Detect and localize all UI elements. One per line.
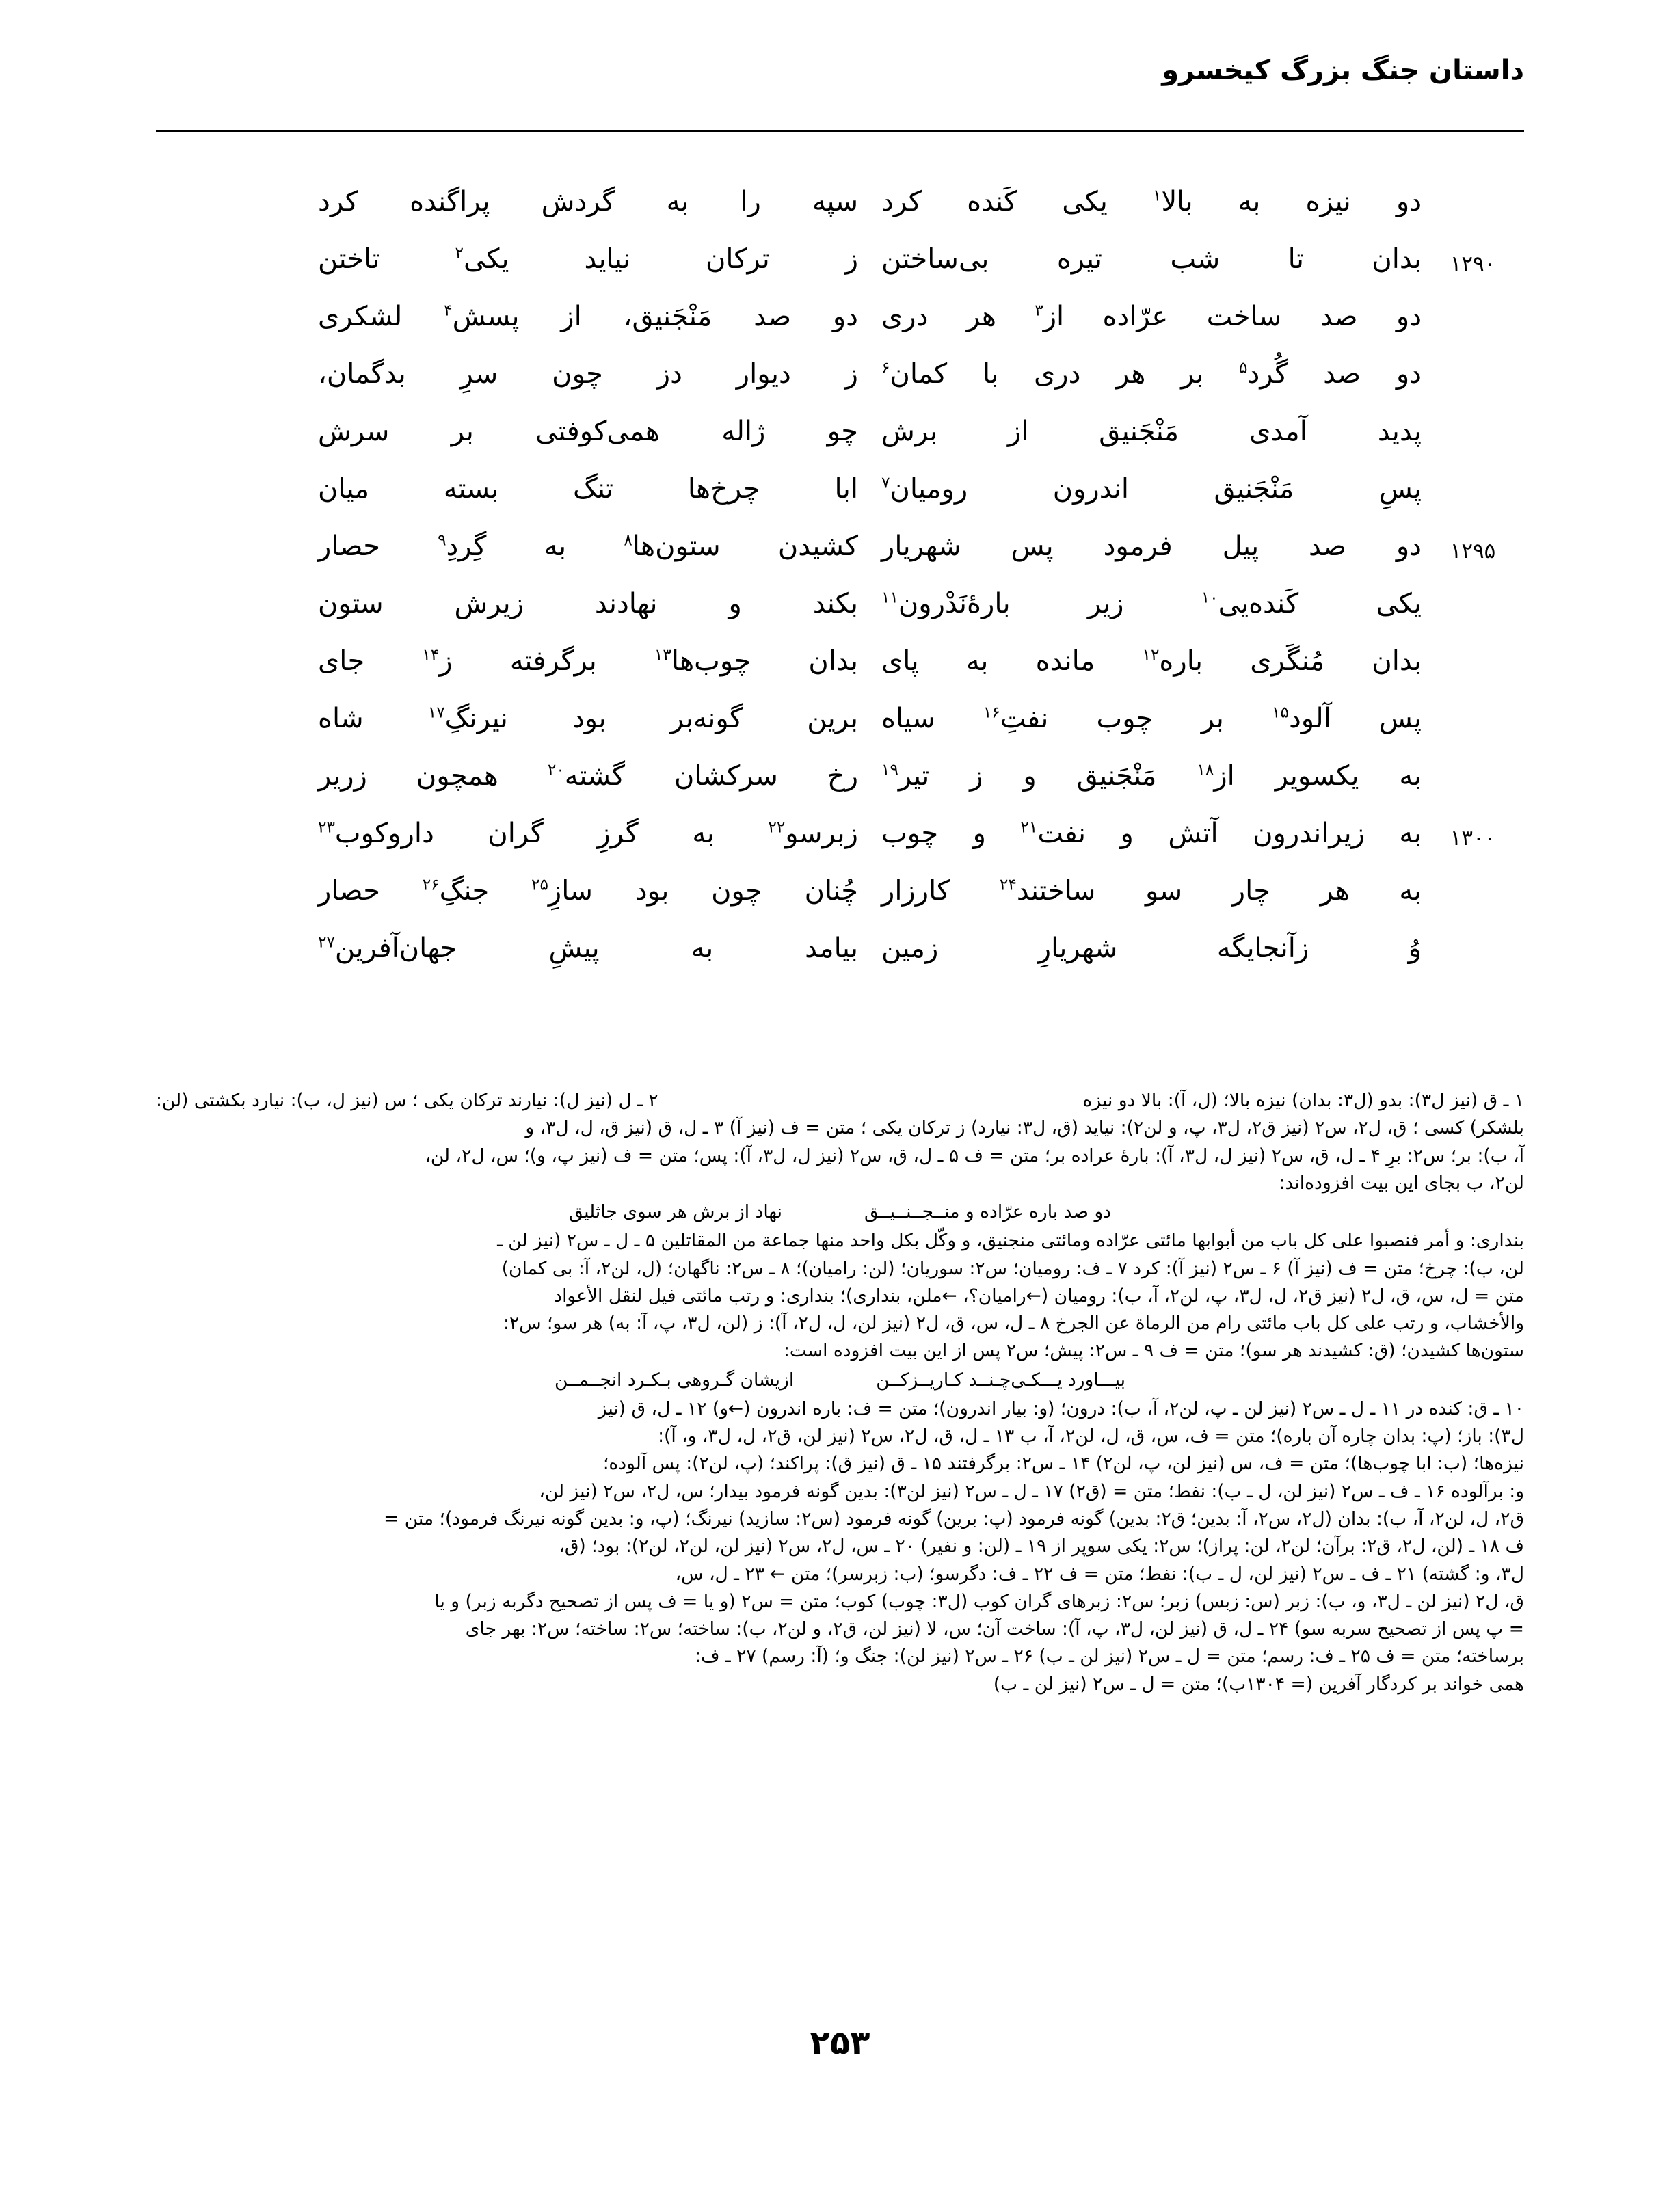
verse-number bbox=[1422, 413, 1524, 424]
apparatus-line: ۱۰ ـ ق: کنده در ۱۱ ـ ل ـ س۲ (نیز لن ـ پ، لن۲، آ، ب): درون؛ (و: بیار اندرون)؛ متن = ف: باره اندرون (←و) ۱۲ ـ ل، ق (نیز bbox=[598, 1397, 1524, 1419]
hemistich-left: چُنان چون بود سازِ$^{۲۵}$ جنگِ$^{۲۶}$ حصار bbox=[318, 875, 858, 907]
hemistich-right: پس آلود$^{۱۵}$ بر چوب نفتِ$^{۱۶}$ سیاه bbox=[881, 703, 1422, 734]
verse-number bbox=[1422, 872, 1524, 883]
hemistich-right: دو صد گُرد$^۵$ بر هر دری با کمان$^۶$ bbox=[881, 358, 1422, 390]
running-head: داستان جنگ بزرگ کیخسرو bbox=[1162, 55, 1524, 86]
hemistich-right: به زیراندرون آتش و نفت$^{۲۱}$ و چوب bbox=[881, 818, 1422, 849]
quoted-hemistich-right: بیـــاورد یـــکـی‌چـنــد کـاریــزکــن bbox=[876, 1369, 1126, 1391]
verse-row bbox=[156, 356, 1524, 413]
hemistich-left: برین گونه‌بر بود نیرنگِ$^{۱۷}$ شاه bbox=[318, 703, 859, 734]
apparatus-line: لن، ب): چرخ؛ متن = ف (نیز آ) ۶ ـ س۲ (نیز آ): کرد ۷ ـ ف: رومیان؛ س۲: سوریان؛ (لن: رامیان)؛ ۸ ـ س۲: ناگهان؛ (ل، لن۲، آ: بی کمان) bbox=[501, 1257, 1524, 1279]
apparatus-line: ق، ل۲ (نیز لن ـ ل۳، و، ب): زبر (س: زبس) زبر؛ س۲: زبرهای گران کوب (ل۳: چوب) کوب؛ متن = س۲ (و یا = ف پس از تصحیح دگربه زبر) و یا bbox=[434, 1590, 1524, 1612]
verse-row bbox=[156, 930, 1524, 987]
hemistich-right: به هر چار سو ساختند$^{۲۴}$ کارزار bbox=[881, 875, 1422, 907]
verse-row bbox=[156, 700, 1524, 758]
verse-row bbox=[156, 298, 1524, 356]
verse-number: ۱۳۰۰ bbox=[1450, 826, 1496, 850]
verse-number: ۱۲۹۵ bbox=[1450, 539, 1496, 563]
verse-number bbox=[1422, 470, 1524, 481]
hemistich-left: رخ سرکشان گشته$^{۲۰}$ همچون زریر bbox=[318, 760, 859, 792]
hemistich-left: زبرسو$^{۲۲}$ به گرزِ گران داروکوب$^{۲۳}$ bbox=[318, 818, 858, 849]
quoted-hemistich-left: ازیشان گـروهی بـکـرد انجــمــن bbox=[555, 1369, 795, 1391]
hemistich-left: بکند و نهادند زیرش ستون bbox=[318, 588, 858, 619]
apparatus-line: ستون‌ها کشیدن؛ (ق: کشیدند هر سو)؛ متن = ف ۹ ـ س۲: پیش؛ س۲ پس از این بیت افزوده است: bbox=[783, 1340, 1524, 1362]
apparatus-quoted-couplet bbox=[156, 1198, 1524, 1226]
hemistich-left: بیامد به پیشِ جهان‌آفرین$^{۲۷}$ bbox=[318, 933, 858, 964]
apparatus-line: نیزه‌ها؛ (ب: ابا چوب‌ها)؛ متن = ف، س (نیز لن، پ، لن۲) ۱۴ ـ س۲: برگرفتند ۱۵ ـ ق (نیز ق): پراکند؛ (پ، لن۲): پس آلوده؛ bbox=[602, 1453, 1524, 1475]
apparatus-line: و: برآلوده ۱۶ ـ ف ـ س۲ (نیز لن، ل ـ ب): نفط؛ متن = (ق۲) ۱۷ ـ ل ـ س۲ (نیز لن۳): بدین گونه فرمود بیدار؛ س، ل۲، س۲ (نیز لن، bbox=[539, 1480, 1524, 1502]
hemistich-left: سپه را به گردش پراگنده کرد bbox=[318, 186, 858, 217]
quoted-hemistich-right: دو صد باره عرّاده و منــجــنــیــق bbox=[864, 1201, 1112, 1223]
verse-number bbox=[1422, 585, 1524, 596]
apparatus-line: ف ۱۸ ـ (لن، ل۲، ق۲: برآن؛ لن۲، لن: پراز)؛ س۲: یکی سوپر از ۱۹ ـ (لن: و نفیر) ۲۰ ـ س، ل۲، س۲ (نیز لن، لن۲، لن۲): بود؛ (ق، bbox=[559, 1536, 1524, 1557]
hemistich-right: بدان تا شب تیره بی‌ساختن bbox=[881, 243, 1422, 275]
hemistich-left: ابا چرخ‌ها تنگ بسته میان bbox=[318, 473, 858, 505]
verse-row bbox=[156, 758, 1524, 815]
apparatus-line: لن۲، ب بجای این بیت افزوده‌اند: bbox=[1279, 1172, 1524, 1194]
hemistich-right: پسِ مَنْجَنیق اندرون رومیان$^۷$ bbox=[881, 473, 1422, 505]
verse-number bbox=[1422, 643, 1524, 654]
verse-row bbox=[156, 183, 1524, 241]
header-rule bbox=[156, 130, 1524, 132]
verse-number bbox=[1422, 183, 1524, 194]
apparatus-line: ل۳): باز؛ (پ: بدان چاره آن باره)؛ متن = ف، س، ق، ل، لن۲، آ، ب ۱۳ ـ ل، ق، ل۲، س۲ (نیز لن، ق۲، ل، ل۳، و، آ): bbox=[658, 1425, 1524, 1447]
apparatus-line: بنداری: و أمر فنصبوا علی کل باب من أبوابها مائتی عرّاده ومائتی منجنیق، و وکّل بکل واحد منها جماعة من المقاتلین ۵ ـ ل ـ س۲ (نیز لن ـ bbox=[497, 1230, 1524, 1252]
verse-number: ۱۲۹۰ bbox=[1450, 252, 1496, 276]
hemistich-left: دو صد مَنْجَنیق، از پسش$^۴$ لشکری bbox=[318, 301, 858, 332]
apparatus-line: برساخته؛ متن = ف ۲۵ ـ ف: رسم؛ متن = ل ـ س۲ (نیز لن ـ ب) ۲۶ ـ س۲ (نیز لن): جنگ و؛ (آ: رسم) ۲۷ ـ ف: bbox=[695, 1646, 1524, 1667]
apparatus-line: ل۳، و: گشته) ۲۱ ـ ف ـ س۲ (نیز لن، ل ـ ب): نفط؛ متن = ف ۲۲ ـ ف: دگرسو؛ (ب: زبرسر)؛ متن ← ۲۳ ـ ل، س، bbox=[675, 1563, 1524, 1585]
verse-row bbox=[156, 528, 1524, 585]
hemistich-left: چو ژاله همی‌کوفتی بر سرش bbox=[318, 416, 858, 447]
hemistich-right: دو صد ساخت عرّاده از$^۳$ هر دری bbox=[881, 301, 1422, 332]
apparatus-line bbox=[156, 1087, 1524, 1114]
verse-row bbox=[156, 872, 1524, 930]
hemistich-right: دو نیزه به بالا$^۱$ یکی کَنده کرد bbox=[881, 186, 1422, 217]
verse-row bbox=[156, 241, 1524, 298]
apparatus-line: بلشکر) کسی ؛ ق، ل۲، س۲ (نیز ق۲، ل۳، پ، و لن۲): نیاید (ق، ل۳: نیارد) ز ترکان یکی ؛ متن = ف (نیز آ) ۳ ـ ل، ق (نیز ق، ل، ل۳، و bbox=[525, 1117, 1524, 1139]
apparatus-note: ۲ ـ ل (نیز ل): نیارند ترکان یکی ؛ س (نیز ل، ب): نیارد بکشتی (لن: bbox=[156, 1090, 658, 1111]
page-number: ۲۵۳ bbox=[810, 2024, 870, 2062]
verse-number bbox=[1422, 298, 1524, 309]
apparatus-note: ۱ ـ ق (نیز ل۳): بدو (ل۳: بدان) نیزه بالا؛ (ل، آ): بالا دو نیزه bbox=[1082, 1090, 1524, 1111]
apparatus-line: ق۲، ل، لن۲، آ، ب): بدان (ل۲، س۲، آ: بدین؛ ق۲: بدین) گونه فرمود (پ: برین) گونه فرمود (س۲: سازید) نیرنگ؛ (پ، و: بدین گونه نیرنگ فرمود)؛ متن = bbox=[384, 1508, 1524, 1529]
quoted-hemistich-left: نهاد از برش هر سوی جاثلیق bbox=[568, 1201, 782, 1223]
verse-row bbox=[156, 815, 1524, 872]
hemistich-right: دو صد پیل فرمود پس شهریار bbox=[881, 531, 1422, 562]
verse-block bbox=[156, 183, 1524, 987]
verse-row bbox=[156, 413, 1524, 470]
apparatus-line: متن = ل، س، ق، ل۲ (نیز ق۲، ل، ل۳، پ، لن۲، آ، ب): رومیان (←رامیان؟، ←ملن، بنداری)؛ بنداری: و رتب مائتی فیل لنقل الأعواد bbox=[554, 1285, 1524, 1306]
hemistich-left: ز دیوار دز چون سرِ بدگمان، bbox=[318, 358, 858, 390]
apparatus-line: والأخشاب، و رتب علی کل باب مائتی رام من الرماة عن الجرخ ۸ ـ ل، س، ق، ل۲ (نیز لن، ل، ل۲، آ): ز (لن، ل۳، پ، آ: به) هر سو؛ س۲: bbox=[503, 1313, 1524, 1335]
verse-row bbox=[156, 643, 1524, 700]
apparatus-line: همی خواند بر کردگار آفرین (= ۱۳۰۴ب)؛ متن = ل ـ س۲ (نیز لن ـ ب) bbox=[993, 1673, 1524, 1695]
hemistich-right: بدان مُنگَری باره$^{۱۲}$ مانده به پای bbox=[881, 645, 1422, 677]
hemistich-right: پدید آمدی مَنْجَنیق از برش bbox=[881, 416, 1422, 447]
apparatus-criticus bbox=[156, 1087, 1524, 1698]
running-head-container bbox=[156, 53, 1524, 88]
verse-row bbox=[156, 470, 1524, 528]
verse-number bbox=[1422, 700, 1524, 711]
verse-number bbox=[1422, 356, 1524, 366]
hemistich-right: به یکسویر از$^{۱۸}$ مَنْجَنیق و ز تیر$^{۱۹}$ bbox=[881, 760, 1422, 792]
hemistich-left: کشیدن ستون‌ها$^۸$ به گِردِ$^۹$ حصار bbox=[318, 531, 858, 562]
hemistich-right: وُ زآنجایگه شهریارِ زمین bbox=[881, 933, 1422, 964]
verse-number bbox=[1422, 758, 1524, 768]
hemistich-left: بدان چوب‌ها$^{۱۳}$ برگرفته ز$^{۱۴}$ جای bbox=[318, 645, 858, 677]
verse-number bbox=[1422, 930, 1524, 941]
apparatus-quoted-couplet bbox=[156, 1367, 1524, 1394]
hemistich-left: ز ترکان نیاید یکی$^۲$ تاختن bbox=[318, 243, 859, 275]
verse-row bbox=[156, 585, 1524, 643]
apparatus-line: آ، ب): بر؛ س۲: برِ ۴ ـ ل، ق، س۲ (نیز ل، ل۳، آ): بارهٔ عراده بر؛ متن = ف ۵ ـ ل، ق، س۲ (نیز ل، ل۳، آ): پس؛ متن = ف (نیز پ، و)؛ س، ل۲، لن، bbox=[425, 1144, 1524, 1166]
apparatus-line: = پ پس از تصحیح سربه سو) ۲۴ ـ ل، ق (نیز لن، ل۳، پ، آ): ساخت آن؛ س، لا (نیز لن، ق۲، و لن۲، ب): ساخته؛ س۲: ساخته؛ س۲: بهر جای bbox=[465, 1618, 1524, 1640]
hemistich-right: یکی کَنده‌یی$^{۱۰}$ زیر بارهٔ‌نَدْرون$^{۱۱}$ bbox=[881, 588, 1422, 619]
